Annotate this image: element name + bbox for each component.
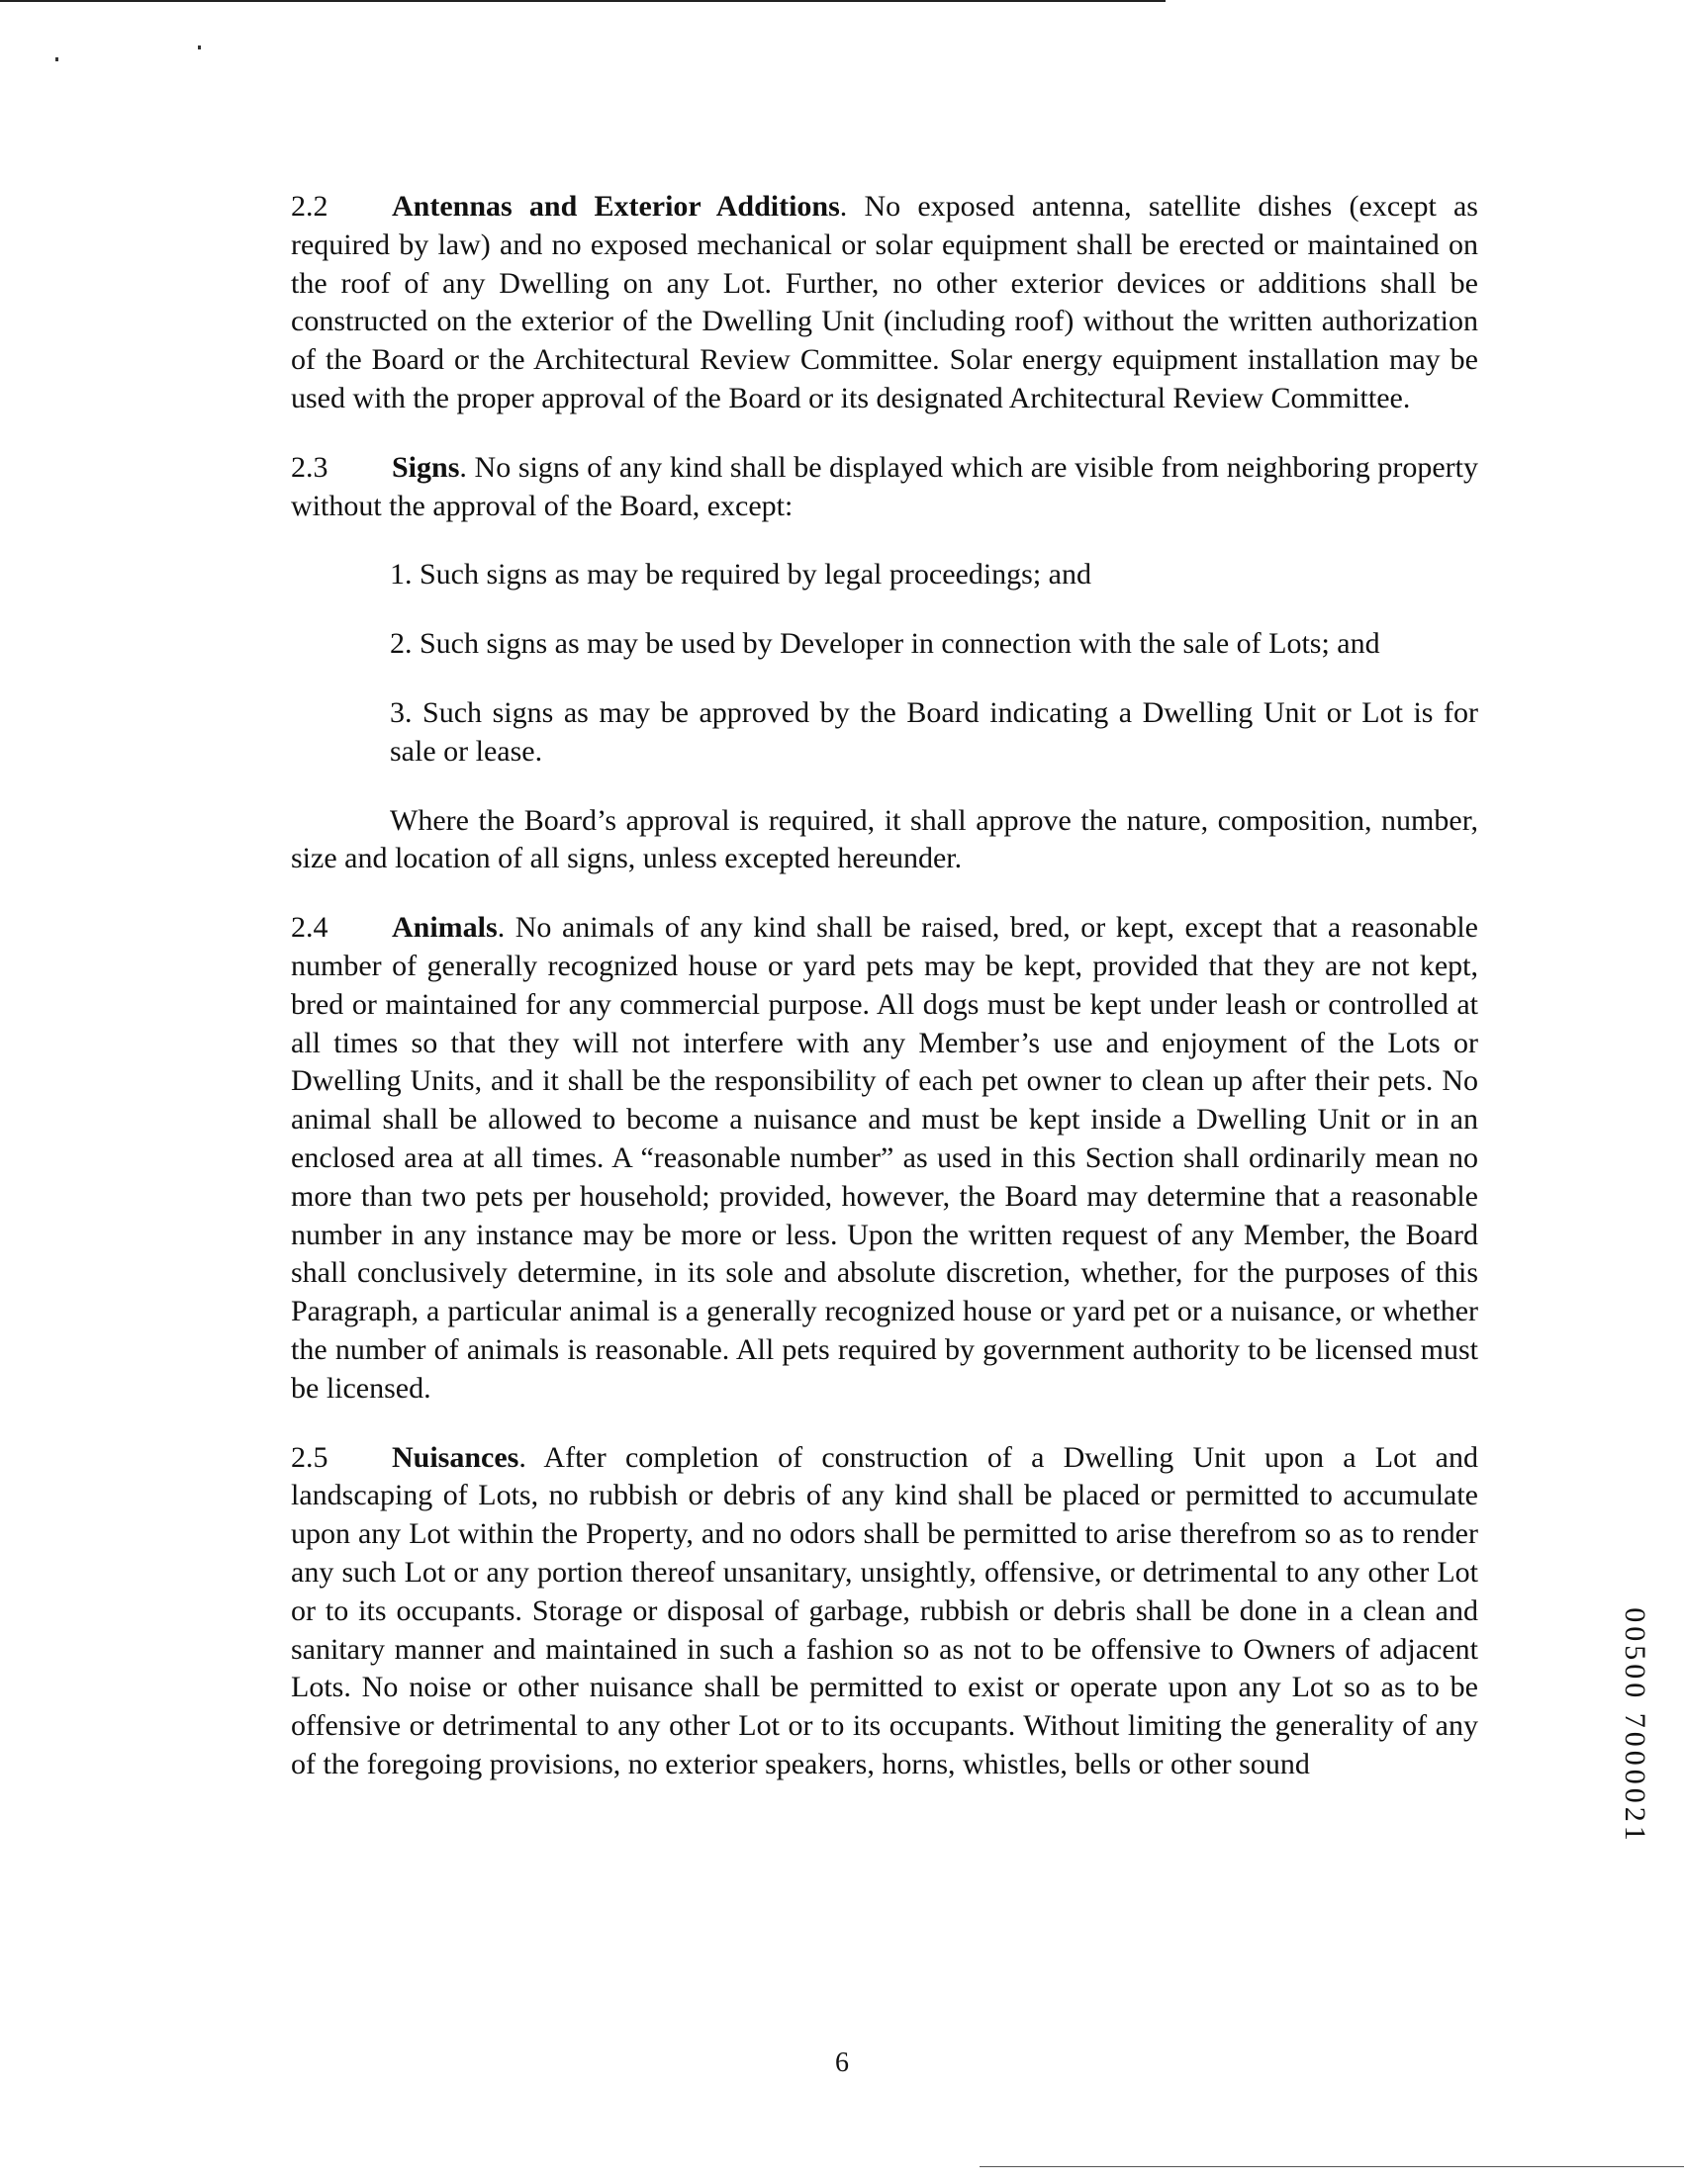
section-heading: Signs xyxy=(392,450,460,484)
section-number: 2.3 xyxy=(291,450,328,484)
signs-closing-paragraph: Where the Board’s approval is required, it shall approve the nature, composition, number, size and location of all signs, unless excepted hereunder. xyxy=(291,803,1478,875)
page-number: 6 xyxy=(835,2048,849,2078)
section-heading: Animals xyxy=(392,911,498,945)
list-item: 3. Such signs as may be approved by the Board indicating a Dwelling Unit or Lot is for sale or lease. xyxy=(390,695,1478,768)
section-2-3 xyxy=(291,449,1478,526)
section-2-4 xyxy=(291,909,1478,1408)
scan-speck xyxy=(198,46,201,49)
section-heading: Antennas and Exterior Additions xyxy=(392,190,840,223)
top-scan-rule xyxy=(0,0,1166,2)
section-number: 2.4 xyxy=(291,911,328,945)
section-text: . No animals of any kind shall be raised, bred, or kept, except that a reasonable number of generally recognized house or yard pets may be kept, provided that they are not kept, bred or maintained for any commercial purpose. All dogs must be kept under leash or controlled at all times so that they will not interfere with any Member’s use and enjoyment of the Lots or Dwelling Units, and it shall be the responsibility of each pet owner to clean up after their pets. No animal shall be allowed to become a nuisance and must be kept inside a Dwelling Unit or in an enclosed area at all times. A “reasonable number” as used in this Section shall ordinarily mean no more than two pets per household; provided, however, the Board may determine that a reasonable number in any instance may be more or less. Upon the written request of any Member, the Board shall conclusively determine, in its sole and absolute discretion, whether, for the purposes of this Paragraph, a particular animal is a generally recognized house or yard pet or a nuisance, or whether the number of animals is reasonable. All pets required by government authority to be licensed must be licensed. xyxy=(291,911,1478,1405)
recording-number-stamp xyxy=(1620,1592,1649,1860)
section-number: 2.2 xyxy=(291,190,328,223)
section-2-2 xyxy=(291,188,1478,418)
scan-speck xyxy=(55,57,58,61)
section-text: . No signs of any kind shall be displayed which are visible from neighboring property without the approval of the Board, except: xyxy=(291,450,1478,522)
bottom-scan-rule xyxy=(980,2166,1684,2167)
section-2-5 xyxy=(291,1439,1478,1784)
list-item: 1. Such signs as may be required by legal proceedings; and xyxy=(390,558,1091,592)
list-item: 2. Such signs as may be used by Developer in connection with the sale of Lots; and xyxy=(390,627,1380,661)
section-heading: Nuisances xyxy=(392,1440,519,1474)
document-body xyxy=(291,188,1478,1815)
recording-number-text: 00500 7000021 xyxy=(1619,1607,1651,1845)
section-text: . No exposed antenna, satellite dishes (except as required by law) and no exposed mechanical or solar equipment shall be erected or maintained on the roof of any Dwelling on any Lot. Further, no other exterior devices or additions shall be constructed on the exterior of the Dwelling Unit (including roof) without the written authorization of the Board or the Architectural Review Committee. Solar energy equipment installation may be used with the proper approval of the Board or its designated Architectural Review Committee. xyxy=(291,190,1478,414)
section-text: . After completion of construction of a Dwelling Unit upon a Lot and landscaping of Lots, no rubbish or debris of any kind shall be placed or permitted to accumulate upon any Lot within the Property, and no odors shall be permitted to arise therefrom so as to render any such Lot or any portion thereof unsanitary, unsightly, offensive, or detrimental to any other Lot or to its occupants. Storage or disposal of garbage, rubbish or debris shall be done in a clean and sanitary manner and maintained in such a fashion so as not to be offensive to Owners of adjacent Lots. No noise or other nuisance shall be permitted to exist or operate upon any Lot so as to be offensive or detrimental to any other Lot or to its occupants. Without limiting the generality of any of the foregoing provisions, no exterior speakers, horns, whistles, bells or other sound xyxy=(291,1440,1478,1780)
section-number: 2.5 xyxy=(291,1440,328,1474)
